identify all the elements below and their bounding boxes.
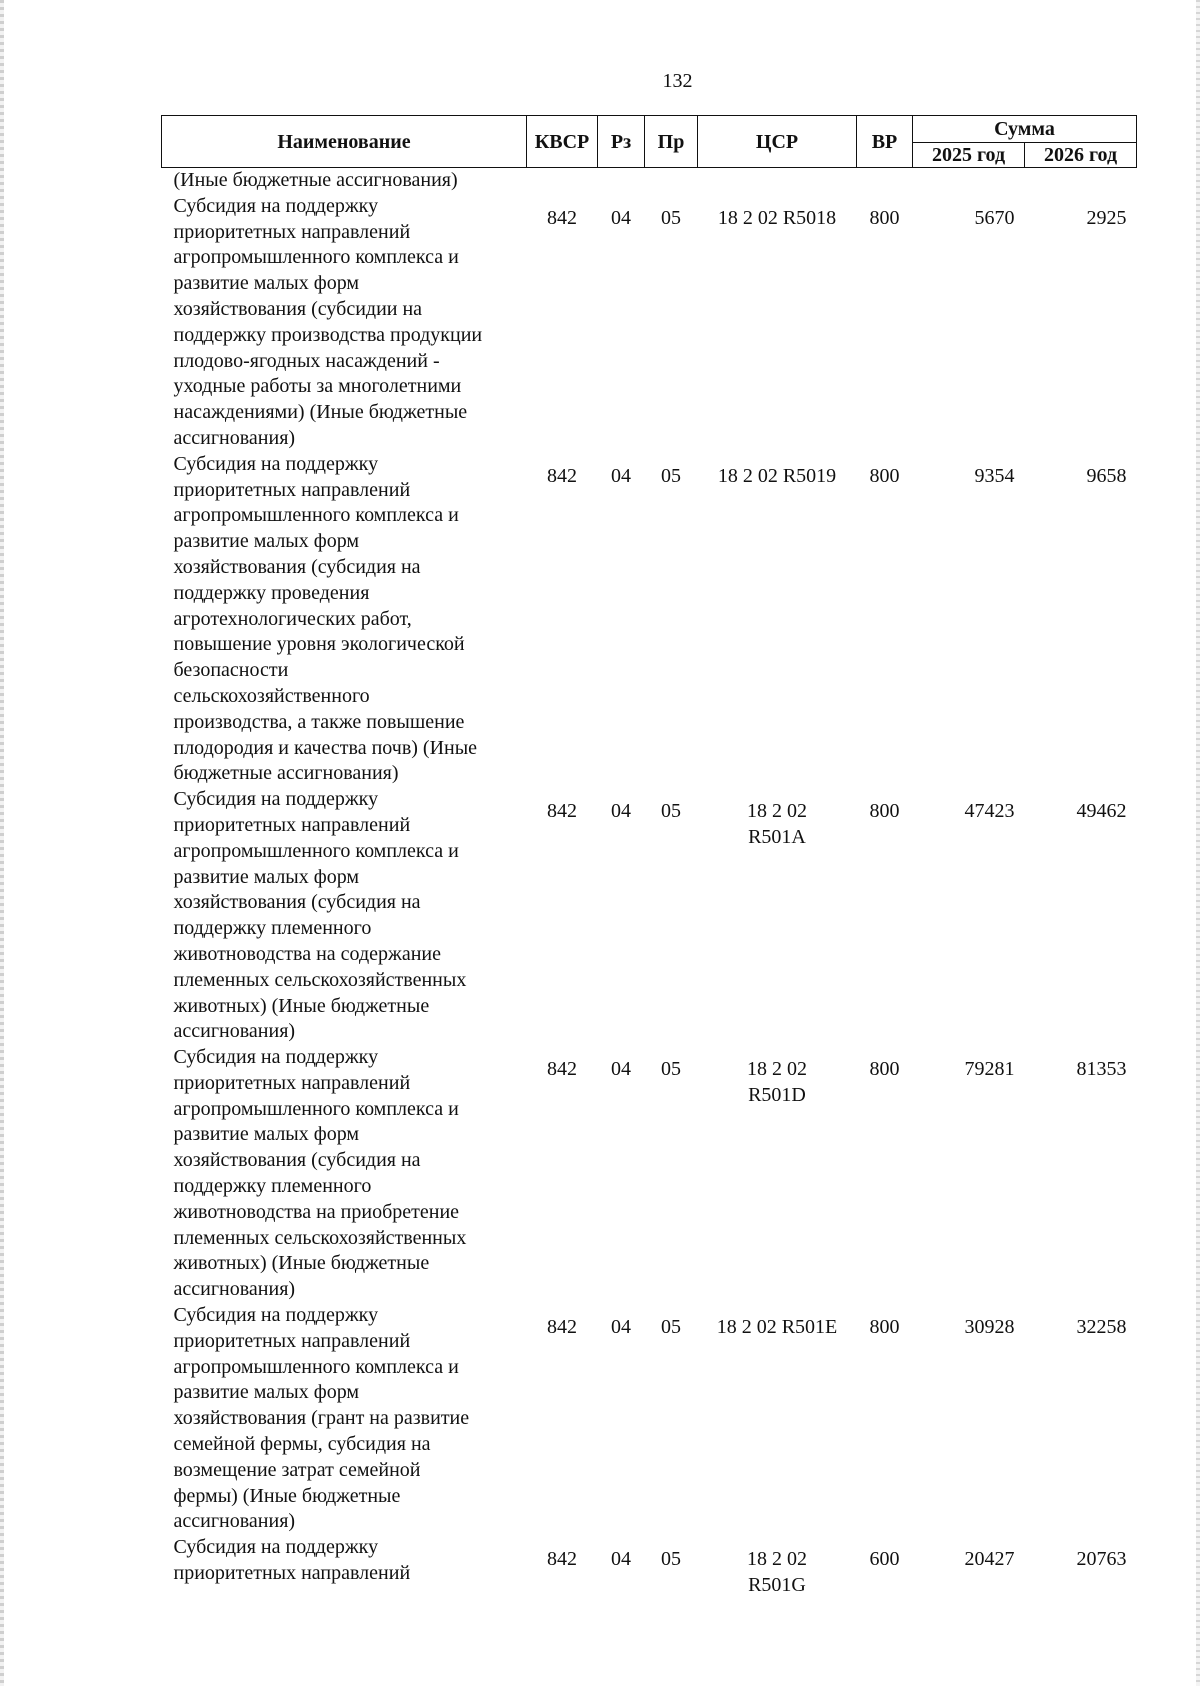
row-name-line: агротехнологических работ, [173, 607, 412, 630]
row-name-cell [162, 1535, 527, 1599]
row-name-line: уходные работы за многолетними [173, 375, 462, 398]
header-kvsr: КВСР [527, 116, 598, 168]
row-name-line: безопасности [173, 659, 289, 682]
row-name-line: поддержку племенного [173, 1175, 372, 1198]
row-csr [698, 194, 857, 452]
row-name-line: племенных сельскохозяйственных [173, 1226, 467, 1249]
table-body [162, 168, 1137, 1599]
row-name-line: развитие малых форм [173, 865, 360, 888]
row-name-line: ассигнования) [173, 426, 296, 449]
row-sum-2025: 79281 [964, 1058, 1015, 1081]
row-name-line: приоритетных направлений [173, 1071, 411, 1094]
row-sum-2026: 2925 [1086, 206, 1127, 229]
row-name-line: Субсидия на поддержку [173, 452, 379, 475]
row-sum-2025: 30928 [964, 1316, 1015, 1339]
row-sum-2025: 9354 [974, 464, 1015, 487]
row-name-cell [162, 1045, 527, 1303]
row-csr-line: 18 2 02 [747, 1548, 807, 1571]
header-name: Наименование [162, 116, 527, 168]
table-row [162, 194, 1137, 452]
row-name-line: производства, а также повышение [173, 710, 465, 733]
row-name-line: развитие малых форм [173, 1123, 360, 1146]
row-vr: 800 [869, 464, 900, 487]
row-csr [698, 1535, 857, 1599]
row-name-line: поддержку племенного [173, 917, 372, 940]
row-name-line: агропромышленного комплекса и [173, 246, 459, 269]
row-sum-2025: 5670 [974, 206, 1015, 229]
row-csr-line: R501D [748, 1083, 806, 1106]
row-name-line: сельскохозяйственного [173, 684, 370, 707]
row-name-line: поддержку проведения [173, 581, 370, 604]
row-name-line: насаждениями) (Иные бюджетные [173, 401, 468, 424]
row-sum-2025: 20427 [964, 1548, 1015, 1571]
row-rz: 04 [611, 1548, 631, 1571]
row-kvsr: 842 [547, 1058, 577, 1081]
row-csr-line: 18 2 02 R501E [716, 1316, 838, 1339]
row-name-line: хозяйствования (субсидия на [173, 1149, 421, 1172]
row-kvsr: 842 [547, 206, 577, 229]
row-name-line: возмещение затрат семейной [173, 1458, 421, 1481]
row-vr: 800 [869, 800, 900, 823]
row-name-line: поддержку производства продукции [173, 323, 483, 346]
header-pr: Пр [645, 116, 698, 168]
row-vr: 800 [869, 1316, 900, 1339]
row-name-line: животноводства на содержание [173, 942, 441, 965]
row-name-line: животных) (Иные бюджетные [173, 994, 430, 1017]
scan-edge-right [1196, 0, 1200, 1686]
header-csr: ЦСР [698, 116, 857, 168]
row-name-line: ассигнования) [173, 1278, 296, 1301]
row-kvsr: 842 [547, 1316, 577, 1339]
row-pr: 05 [661, 1316, 681, 1339]
row-name-continuation: (Иные бюджетные ассигнования) [173, 169, 458, 191]
row-sum-2026: 49462 [1076, 800, 1127, 823]
page-number: 132 [662, 70, 693, 92]
row-pr: 05 [661, 464, 681, 487]
row-rz: 04 [611, 206, 631, 229]
row-vr: 800 [869, 206, 900, 229]
row-name-line: приоритетных направлений [173, 1562, 411, 1585]
row-name-line: агропромышленного комплекса и [173, 839, 459, 862]
table-row [162, 452, 1137, 787]
row-pr: 05 [661, 206, 681, 229]
row-pr: 05 [661, 800, 681, 823]
row-kvsr: 842 [547, 464, 577, 487]
row-name-cell [162, 787, 527, 1045]
table-header [162, 116, 1137, 168]
row-name-line: племенных сельскохозяйственных [173, 968, 467, 991]
row-name-line: агропромышленного комплекса и [173, 1097, 459, 1120]
row-sum-2026: 20763 [1076, 1548, 1127, 1571]
table-row-continuation [162, 168, 1137, 194]
row-rz: 04 [611, 800, 631, 823]
row-name-line: животных) (Иные бюджетные [173, 1252, 430, 1275]
row-sum-2025: 47423 [964, 800, 1015, 823]
row-name-line: хозяйствования (субсидия на [173, 555, 421, 578]
row-name-line: приоритетных направлений [173, 478, 411, 501]
row-name-line: фермы) (Иные бюджетные [173, 1484, 401, 1507]
row-name-line: агропромышленного комплекса и [173, 504, 459, 527]
row-name-line: агропромышленного комплекса и [173, 1355, 459, 1378]
row-name-line: ассигнования) [173, 1020, 296, 1043]
header-sum: Сумма [913, 116, 1137, 143]
row-name-line: хозяйствования (грант на развитие [173, 1407, 470, 1430]
row-sum-2026: 9658 [1086, 464, 1127, 487]
header-year-2026: 2026 год [1025, 143, 1137, 168]
row-name-line: приоритетных направлений [173, 220, 411, 243]
table-row [162, 787, 1137, 1045]
row-name-line: развитие малых форм [173, 272, 360, 295]
row-rz: 04 [611, 1058, 631, 1081]
row-vr: 800 [869, 1058, 900, 1081]
scan-edge-left [0, 0, 4, 1686]
table-row [162, 1303, 1137, 1535]
row-name-line: ассигнования) [173, 1510, 296, 1533]
table-row [162, 1535, 1137, 1599]
budget-table [161, 115, 1137, 1599]
row-name-line: Субсидия на поддержку [173, 194, 379, 217]
row-name-cell [162, 1303, 527, 1535]
row-name-line: Субсидия на поддержку [173, 1046, 379, 1069]
row-csr-line: 18 2 02 R5018 [717, 206, 837, 229]
row-name-line: животноводства на приобретение [173, 1200, 460, 1223]
row-name-line: бюджетные ассигнования) [173, 762, 399, 785]
row-sum-2026: 81353 [1076, 1058, 1127, 1081]
row-name-cell [162, 452, 527, 787]
row-rz: 04 [611, 464, 631, 487]
row-kvsr: 842 [547, 800, 577, 823]
row-csr [698, 452, 857, 787]
row-csr-line: 18 2 02 R5019 [717, 464, 837, 487]
row-name-line: хозяйствования (субсидия на [173, 891, 421, 914]
header-vr: ВР [857, 116, 913, 168]
table-row [162, 1045, 1137, 1303]
row-csr [698, 1045, 857, 1303]
row-name-cell [162, 194, 527, 452]
row-name-line: хозяйствования (субсидии на [173, 297, 423, 320]
row-name-line: развитие малых форм [173, 530, 360, 553]
row-name-line: Субсидия на поддержку [173, 788, 379, 811]
row-name-line: семейной фермы, субсидия на [173, 1433, 431, 1456]
row-csr-line: 18 2 02 [747, 800, 807, 823]
header-rz: Рз [598, 116, 645, 168]
row-name-line: плодородия и качества почв) (Иные [173, 736, 478, 759]
row-csr [698, 787, 857, 1045]
row-csr-line: 18 2 02 [747, 1058, 807, 1081]
row-pr: 05 [661, 1058, 681, 1081]
header-year-2025: 2025 год [913, 143, 1025, 168]
row-name-line: Субсидия на поддержку [173, 1536, 379, 1559]
row-rz: 04 [611, 1316, 631, 1339]
row-csr-line: R501A [748, 825, 806, 848]
row-kvsr: 842 [547, 1548, 577, 1571]
row-pr: 05 [661, 1548, 681, 1571]
row-vr: 600 [869, 1548, 900, 1571]
row-csr [698, 1303, 857, 1535]
row-name-line: развитие малых форм [173, 1381, 360, 1404]
row-name-line: повышение уровня экологической [173, 633, 465, 656]
row-name-line: приоритетных направлений [173, 813, 411, 836]
row-name-line: приоритетных направлений [173, 1329, 411, 1352]
row-sum-2026: 32258 [1076, 1316, 1127, 1339]
row-name-line: Субсидия на поддержку [173, 1304, 379, 1327]
row-csr-line: R501G [748, 1574, 806, 1597]
row-name-line: плодово-ягодных насаждений - [173, 349, 440, 372]
